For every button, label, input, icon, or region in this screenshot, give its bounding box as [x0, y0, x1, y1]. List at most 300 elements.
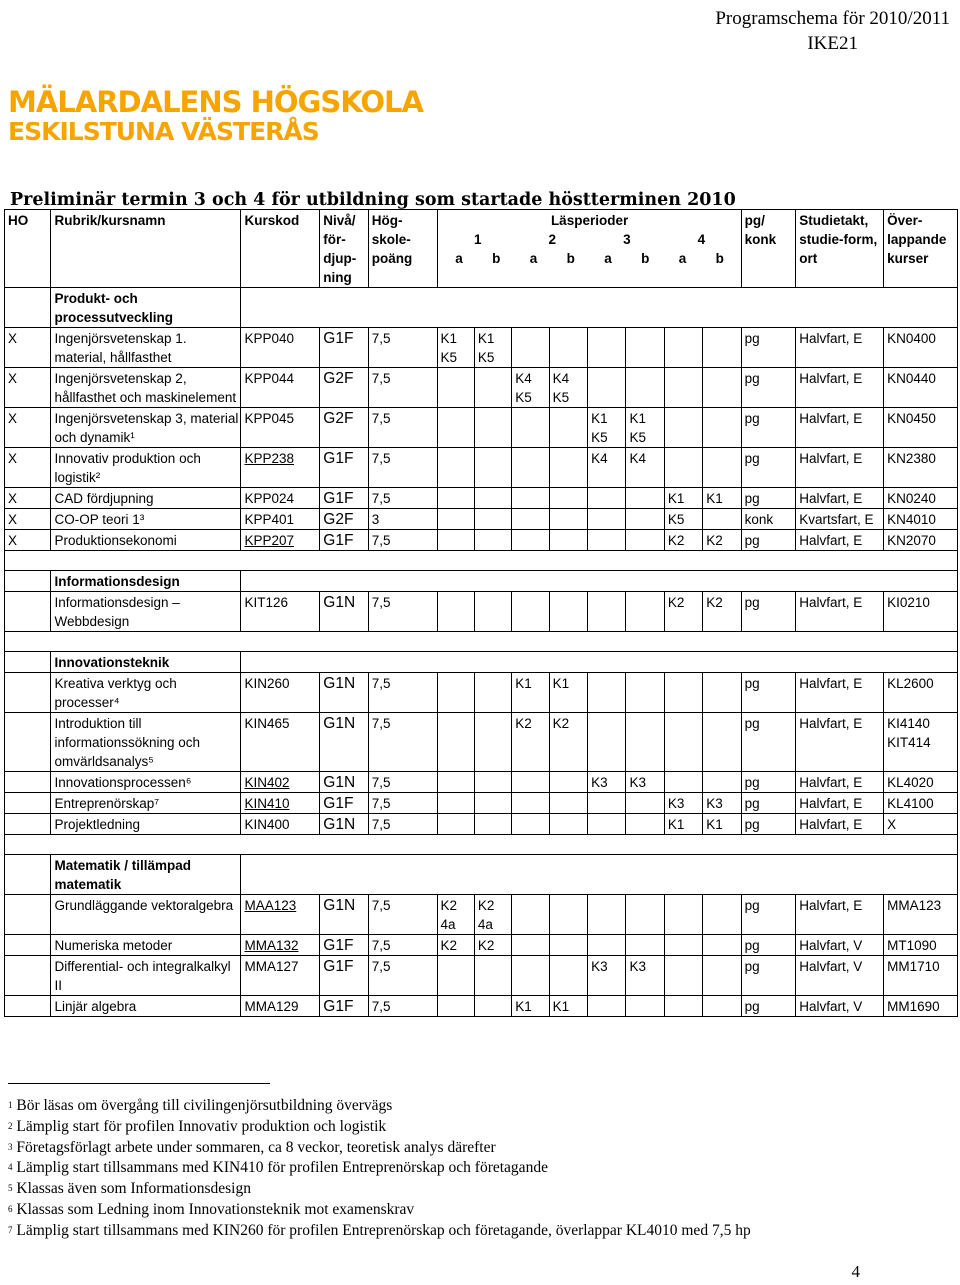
course-ho: X	[5, 408, 51, 448]
course-credits: 3	[368, 509, 437, 530]
course-ho: X	[5, 368, 51, 408]
footnote-divider	[8, 1083, 270, 1084]
period-cell	[437, 368, 474, 408]
course-row	[5, 592, 958, 632]
section-row	[5, 571, 958, 592]
period-cell	[664, 713, 702, 772]
course-row	[5, 814, 958, 835]
spacer-row	[5, 551, 958, 571]
course-name: CO-OP teori 1³	[51, 509, 241, 530]
course-row	[5, 488, 958, 509]
course-level: G1F	[320, 530, 369, 551]
course-row	[5, 956, 958, 996]
period-cell	[474, 814, 511, 835]
course-name: Numeriska metoder	[51, 935, 241, 956]
period-cell: K1	[664, 488, 702, 509]
course-credits: 7,5	[368, 408, 437, 448]
course-ho: X	[5, 328, 51, 368]
period-cell	[626, 530, 664, 551]
course-overlap: KN0240	[884, 488, 958, 509]
period-cell	[664, 895, 702, 935]
course-row	[5, 673, 958, 713]
course-code: KPP045	[241, 408, 320, 448]
period-cell	[512, 793, 549, 814]
course-studietakt: Halvfart, E	[796, 328, 884, 368]
col-rubrik: Rubrik/kursnamn	[51, 210, 241, 288]
course-studietakt: Halvfart, E	[796, 793, 884, 814]
period-cell	[474, 592, 511, 632]
period-cell	[588, 592, 626, 632]
course-studietakt: Halvfart, E	[796, 895, 884, 935]
period-cell: K1 K5	[626, 408, 664, 448]
period-cell	[703, 935, 741, 956]
period-cell	[474, 408, 511, 448]
course-overlap: MT1090	[884, 935, 958, 956]
period-cell	[437, 592, 474, 632]
period-cell	[588, 935, 626, 956]
period-cell	[437, 408, 474, 448]
course-row	[5, 408, 958, 448]
course-ho: X	[5, 488, 51, 509]
footnote-text: Företagsförlagt arbete under sommaren, ca 8 veckor, teoretisk analys därefter	[16, 1138, 496, 1156]
course-ho	[5, 956, 51, 996]
footnote-text: Klassas även som Informationsdesign	[16, 1180, 251, 1198]
period-cell	[549, 592, 587, 632]
course-level: G1N	[320, 673, 369, 713]
course-studietakt: Halvfart, E	[796, 814, 884, 835]
period-cell: K1	[549, 996, 587, 1017]
course-code: KIN402	[241, 772, 320, 793]
period-cell	[588, 530, 626, 551]
course-ho	[5, 772, 51, 793]
course-level: G1N	[320, 814, 369, 835]
period-cell	[664, 328, 702, 368]
course-credits: 7,5	[368, 448, 437, 488]
period-cell: K3	[703, 793, 741, 814]
period-cell	[664, 673, 702, 713]
course-studietakt: Halvfart, V	[796, 956, 884, 996]
course-overlap: KN2380	[884, 448, 958, 488]
period-cell	[474, 793, 511, 814]
footnote	[8, 1096, 958, 1117]
course-name: Projektledning	[51, 814, 241, 835]
footnote-text: Bör läsas om övergång till civilingenjörsutbildning övervägs	[16, 1097, 393, 1114]
course-code: MAA123	[241, 895, 320, 935]
period-cell	[703, 713, 741, 772]
cell	[5, 632, 958, 652]
period-cell	[664, 772, 702, 793]
period-cell: K4 K5	[512, 368, 549, 408]
course-pg: pg	[741, 448, 796, 488]
period-label: 4	[697, 232, 706, 247]
course-level: G1N	[320, 772, 369, 793]
course-studietakt: Halvfart, E	[796, 448, 884, 488]
course-level: G1N	[320, 592, 369, 632]
course-overlap: KN0450	[884, 408, 958, 448]
course-studietakt: Kvartsfart, E	[796, 509, 884, 530]
period-cell	[512, 895, 549, 935]
course-ho: X	[5, 448, 51, 488]
period-cell	[626, 328, 664, 368]
course-code: MMA129	[241, 996, 320, 1017]
footnote-number: 7	[8, 1224, 13, 1235]
period-cell	[626, 488, 664, 509]
course-row	[5, 713, 958, 772]
period-cell	[626, 673, 664, 713]
cell	[5, 551, 958, 571]
period-cell: K1	[703, 814, 741, 835]
course-ho: X	[5, 530, 51, 551]
period-cell	[512, 408, 549, 448]
course-name: CAD fördjupning	[51, 488, 241, 509]
course-row	[5, 368, 958, 408]
course-overlap: KI0210	[884, 592, 958, 632]
course-name: Introduktion till informationssökning och omvärldsanalys⁵	[51, 713, 241, 772]
course-overlap: KL4100	[884, 793, 958, 814]
period-cell	[474, 713, 511, 772]
course-studietakt: Halvfart, E	[796, 713, 884, 772]
period-cell	[437, 509, 474, 530]
footnote	[8, 1158, 958, 1179]
course-name: Kreativa verktyg och processer⁴	[51, 673, 241, 713]
period-cell	[703, 509, 741, 530]
half-label: a	[455, 251, 463, 266]
period-cell	[512, 530, 549, 551]
course-overlap: KL4020	[884, 772, 958, 793]
period-cell	[703, 673, 741, 713]
period-cell	[437, 448, 474, 488]
period-cell	[549, 509, 587, 530]
period-cell	[703, 368, 741, 408]
course-code: KIN465	[241, 713, 320, 772]
col-hp: Hög-skole-poäng	[368, 210, 437, 288]
course-studietakt: Halvfart, V	[796, 996, 884, 1017]
period-cell	[664, 408, 702, 448]
course-credits: 7,5	[368, 772, 437, 793]
course-credits: 7,5	[368, 530, 437, 551]
section-innovationsteknik: Innovationsteknik	[51, 652, 241, 673]
period-cell	[512, 772, 549, 793]
course-pg: pg	[741, 408, 796, 448]
period-cell	[626, 935, 664, 956]
course-row	[5, 328, 958, 368]
course-pg: pg	[741, 673, 796, 713]
section-informationsdesign: Informationsdesign	[51, 571, 241, 592]
period-cell	[549, 793, 587, 814]
period-cell	[437, 488, 474, 509]
period-label: 3	[623, 232, 631, 247]
period-cell	[437, 996, 474, 1017]
period-cell: K2	[437, 935, 474, 956]
period-cell	[703, 408, 741, 448]
footnote-text: Lämplig start för profilen Innovativ produktion och logistik	[16, 1117, 387, 1135]
course-level: G1F	[320, 956, 369, 996]
period-cell: K4	[626, 448, 664, 488]
period-cell	[474, 530, 511, 551]
period-cell	[626, 592, 664, 632]
page-number: 4	[851, 1262, 860, 1281]
period-cell	[664, 448, 702, 488]
period-cell	[626, 793, 664, 814]
course-code: KPP024	[241, 488, 320, 509]
spacer-row	[5, 632, 958, 652]
period-cell	[474, 772, 511, 793]
period-cell: K1	[512, 996, 549, 1017]
section-row	[5, 652, 958, 673]
course-pg: pg	[741, 530, 796, 551]
half-label: a	[604, 251, 612, 266]
cell	[5, 835, 958, 855]
course-code: KIT126	[241, 592, 320, 632]
period-cell	[626, 996, 664, 1017]
period-cell	[588, 996, 626, 1017]
course-credits: 7,5	[368, 592, 437, 632]
col-kurskod: Kurskod	[241, 210, 320, 288]
period-cell	[549, 895, 587, 935]
course-name: Grundläggande vektoralgebra	[51, 895, 241, 935]
footnote	[8, 1221, 958, 1242]
course-ho	[5, 592, 51, 632]
course-name: Produktionsekonomi	[51, 530, 241, 551]
course-level: G2F	[320, 368, 369, 408]
course-level: G2F	[320, 509, 369, 530]
half-label: b	[566, 251, 575, 266]
course-ho	[5, 793, 51, 814]
period-cell: K2	[664, 530, 702, 551]
course-credits: 7,5	[368, 793, 437, 814]
course-credits: 7,5	[368, 935, 437, 956]
footnote	[8, 1179, 958, 1200]
period-cell	[549, 448, 587, 488]
period-cell: K1	[512, 673, 549, 713]
course-credits: 7,5	[368, 956, 437, 996]
period-cell	[474, 673, 511, 713]
period-cell: K3	[588, 772, 626, 793]
footnote	[8, 1200, 958, 1221]
period-cell	[549, 488, 587, 509]
col-pg: pg/ konk	[741, 210, 796, 288]
course-name: Informationsdesign – Webbdesign	[51, 592, 241, 632]
period-cell	[437, 772, 474, 793]
period-cell: K3	[588, 956, 626, 996]
course-ho	[5, 673, 51, 713]
period-cell	[437, 814, 474, 835]
half-label: b	[715, 251, 724, 266]
section-produkt: Produkt- och processutveckling	[51, 288, 241, 328]
footnote-number: 3	[8, 1141, 13, 1152]
cell	[5, 855, 51, 895]
period-cell: K5	[664, 509, 702, 530]
course-row	[5, 530, 958, 551]
course-overlap: KN0400	[884, 328, 958, 368]
period-cell	[512, 935, 549, 956]
period-cell: K1	[664, 814, 702, 835]
course-ho: X	[5, 509, 51, 530]
course-row	[5, 448, 958, 488]
period-cell	[512, 814, 549, 835]
period-cell	[588, 793, 626, 814]
cell	[5, 288, 51, 328]
course-overlap: MM1690	[884, 996, 958, 1017]
course-credits: 7,5	[368, 996, 437, 1017]
course-overlap: MMA123	[884, 895, 958, 935]
period-cell	[703, 996, 741, 1017]
university-logo	[8, 85, 423, 146]
course-credits: 7,5	[368, 895, 437, 935]
period-cell	[626, 814, 664, 835]
course-row	[5, 996, 958, 1017]
period-cell: K2 4a	[474, 895, 511, 935]
period-cell	[588, 488, 626, 509]
col-ho: HO	[5, 210, 51, 288]
period-cell	[626, 509, 664, 530]
course-pg: pg	[741, 935, 796, 956]
course-overlap: KL2600	[884, 673, 958, 713]
course-credits: 7,5	[368, 673, 437, 713]
course-code: KPP044	[241, 368, 320, 408]
course-pg: pg	[741, 328, 796, 368]
period-label: 2	[548, 232, 557, 247]
period-cell	[549, 956, 587, 996]
footnote-number: 2	[8, 1120, 13, 1131]
period-cell	[588, 509, 626, 530]
period-cell	[474, 368, 511, 408]
col-overlapp: Över-lappande kurser	[884, 210, 958, 288]
period-cell: K2	[474, 935, 511, 956]
section-row	[5, 855, 958, 895]
program-title: Programschema för 2010/2011	[715, 8, 950, 29]
period-cell: K4 K5	[549, 368, 587, 408]
document-header	[715, 6, 950, 56]
course-code: MMA132	[241, 935, 320, 956]
course-code: KIN260	[241, 673, 320, 713]
footnote-number: 5	[8, 1183, 13, 1194]
period-cell	[588, 895, 626, 935]
course-name: Innovationsprocessen⁶	[51, 772, 241, 793]
course-level: G1F	[320, 996, 369, 1017]
section-matematik: Matematik / tillämpad matematik	[51, 855, 241, 895]
course-ho	[5, 935, 51, 956]
course-studietakt: Halvfart, V	[796, 935, 884, 956]
section-row	[5, 288, 958, 328]
course-level: G1N	[320, 713, 369, 772]
period-cell: K2	[703, 530, 741, 551]
footnote-number: 6	[8, 1203, 13, 1214]
period-cell	[626, 895, 664, 935]
half-label: a	[678, 251, 687, 266]
course-overlap: MM1710	[884, 956, 958, 996]
period-cell	[474, 488, 511, 509]
course-overlap: KN2070	[884, 530, 958, 551]
period-cell	[437, 713, 474, 772]
period-cell: K2	[703, 592, 741, 632]
course-studietakt: Halvfart, E	[796, 368, 884, 408]
course-credits: 7,5	[368, 713, 437, 772]
col-lasperioder	[437, 210, 741, 288]
course-name: Ingenjörsvetenskap 2, hållfasthet och maskinelement	[51, 368, 241, 408]
course-ho	[5, 996, 51, 1017]
half-label: b	[492, 251, 501, 266]
period-cell	[549, 328, 587, 368]
period-cell: K3	[664, 793, 702, 814]
col-studietakt: Studietakt, studie-form, ort	[796, 210, 884, 288]
course-code: KPP238	[241, 448, 320, 488]
period-cell	[703, 895, 741, 935]
course-pg: pg	[741, 996, 796, 1017]
period-cell: K3	[626, 772, 664, 793]
footnote-number: 4	[8, 1162, 13, 1173]
schedule-table	[4, 209, 958, 1017]
course-row	[5, 509, 958, 530]
period-cell	[437, 673, 474, 713]
course-code: KPP207	[241, 530, 320, 551]
period-cell	[512, 956, 549, 996]
logo-line-2: ESKILSTUNA VÄSTERÅS	[8, 117, 319, 146]
course-ho	[5, 895, 51, 935]
period-cell	[437, 956, 474, 996]
cell	[5, 571, 51, 592]
course-pg: pg	[741, 956, 796, 996]
footnotes	[8, 1083, 958, 1242]
half-label: a	[529, 251, 538, 266]
period-cell	[664, 935, 702, 956]
course-ho	[5, 814, 51, 835]
course-row	[5, 895, 958, 935]
period-cell	[664, 956, 702, 996]
period-cell	[437, 793, 474, 814]
period-cell	[626, 713, 664, 772]
program-code: IKE21	[807, 33, 858, 54]
course-overlap: KI4140 KIT414	[884, 713, 958, 772]
period-cell	[512, 488, 549, 509]
course-credits: 7,5	[368, 488, 437, 509]
period-cell	[703, 448, 741, 488]
course-code: KPP401	[241, 509, 320, 530]
course-code: KPP040	[241, 328, 320, 368]
period-cell	[588, 328, 626, 368]
period-cell: K1 K5	[437, 328, 474, 368]
course-pg: pg	[741, 772, 796, 793]
period-cell: K1	[549, 673, 587, 713]
course-pg: pg	[741, 895, 796, 935]
period-cell	[703, 956, 741, 996]
cell	[241, 855, 958, 895]
period-cell	[512, 592, 549, 632]
course-code: KIN400	[241, 814, 320, 835]
course-overlap: KN4010	[884, 509, 958, 530]
course-studietakt: Halvfart, E	[796, 530, 884, 551]
period-cell	[437, 530, 474, 551]
period-cell: K3	[626, 956, 664, 996]
course-pg: pg	[741, 793, 796, 814]
course-code: MMA127	[241, 956, 320, 996]
course-row	[5, 793, 958, 814]
footnote	[8, 1138, 958, 1159]
course-level: G1F	[320, 488, 369, 509]
period-cell: K2	[664, 592, 702, 632]
course-level: G2F	[320, 408, 369, 448]
period-cell	[588, 814, 626, 835]
cell	[241, 288, 958, 328]
period-cell	[549, 408, 587, 448]
course-row	[5, 772, 958, 793]
footnote-text: Lämplig start tillsammans med KIN410 för profilen Entreprenörskap och företagande	[16, 1159, 548, 1177]
course-name: Entreprenörskap⁷	[51, 793, 241, 814]
course-studietakt: Halvfart, E	[796, 488, 884, 509]
course-overlap: X	[884, 814, 958, 835]
course-credits: 7,5	[368, 368, 437, 408]
course-credits: 7,5	[368, 328, 437, 368]
